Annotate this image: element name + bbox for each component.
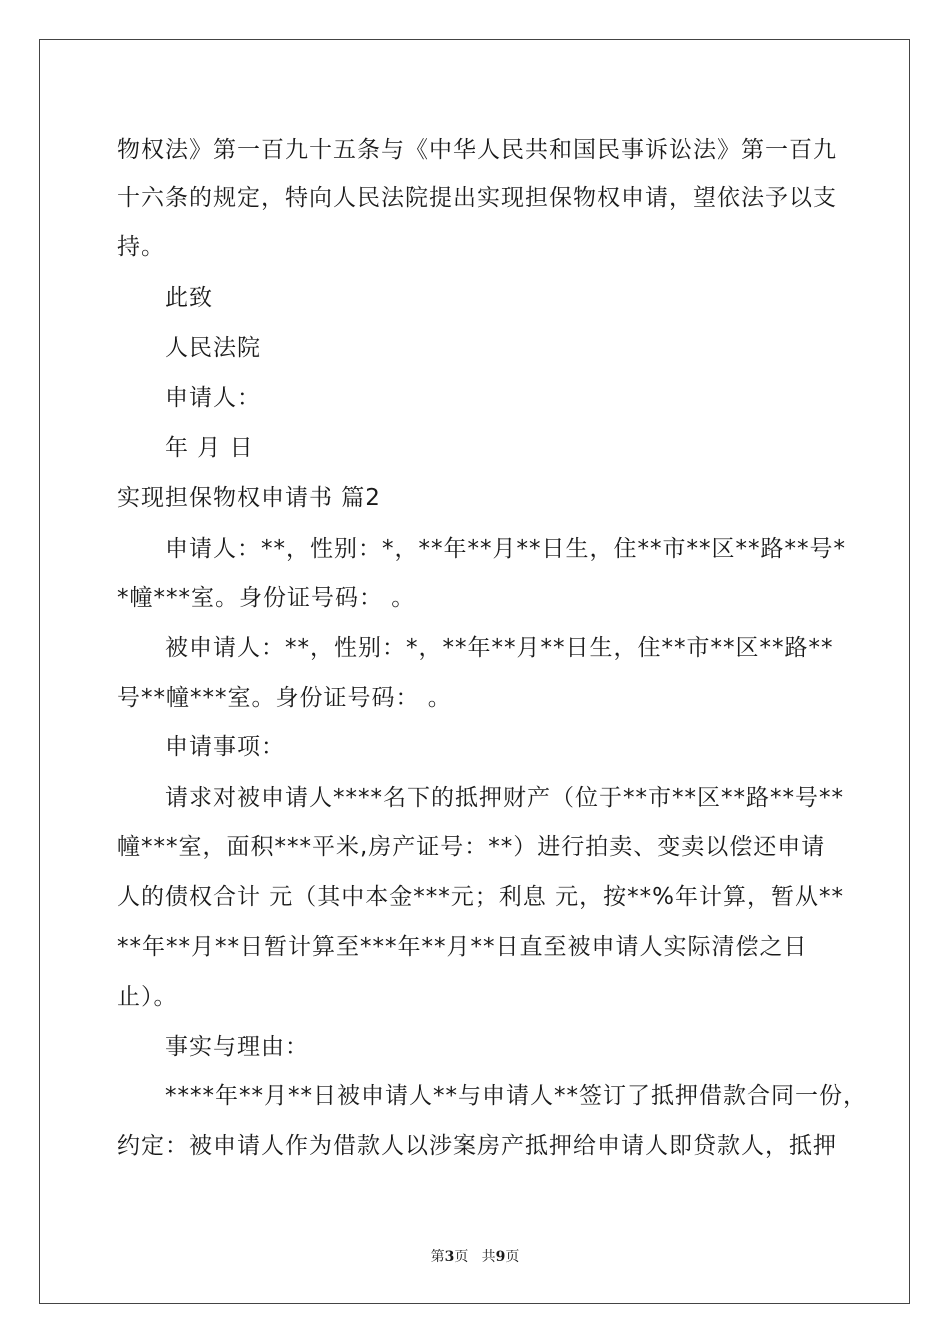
salutation: 此致	[165, 285, 213, 311]
text-line: 被申请人：**，性别：*，**年**月**日生，住**市**区**路**	[165, 635, 834, 661]
text-line: ****年**月**日被申请人**与申请人**签订了抵押借款合同一份，	[165, 1083, 867, 1109]
text-line: 人的债权合计 元（其中本金***元；利息 元，按**%年计算，暂从**	[117, 884, 844, 910]
text-line: 止）。	[117, 984, 178, 1010]
text-line: *幢***室。身份证号码： 。	[117, 585, 416, 611]
footer-prefix: 第	[430, 1249, 445, 1265]
text-line: 事实与理由：	[165, 1034, 309, 1060]
current-page-number: 3	[444, 1249, 455, 1265]
text-line: **年**月**日暂计算至***年**月**日直至被申请人实际清偿之日	[117, 934, 808, 960]
applicant-signature: 申请人：	[165, 385, 261, 411]
total-page-number: 9	[495, 1249, 506, 1265]
footer-mid: 页 共	[454, 1249, 496, 1265]
text-line: 请求对被申请人****名下的抵押财产（位于**市**区**路**号**	[165, 785, 844, 811]
section-heading: 实现担保物权申请书 篇2	[117, 485, 381, 511]
date-line: 年 月 日	[165, 435, 254, 461]
page-footer	[0, 1248, 950, 1266]
text-line: 约定：被申请人作为借款人以涉案房产抵押给申请人即贷款人，抵押	[117, 1133, 837, 1159]
text-line: 持。	[117, 234, 165, 260]
text-line: 物权法》第一百九十五条与《中华人民共和国民事诉讼法》第一百九	[117, 137, 837, 163]
text-line: 十六条的规定，特向人民法院提出实现担保物权申请，望依法予以支	[117, 185, 837, 211]
recipient: 人民法院	[165, 335, 261, 361]
text-line: 申请事项：	[165, 734, 285, 760]
footer-suffix: 页	[505, 1249, 520, 1265]
page-border	[39, 39, 910, 1304]
text-line: 号**幢***室。身份证号码： 。	[117, 685, 452, 711]
text-line: 申请人：**，性别：*，**年**月**日生，住**市**区**路**号*	[165, 536, 846, 562]
text-line: 幢***室，面积***平米,房产证号：**）进行拍卖、变卖以偿还申请	[117, 834, 826, 860]
